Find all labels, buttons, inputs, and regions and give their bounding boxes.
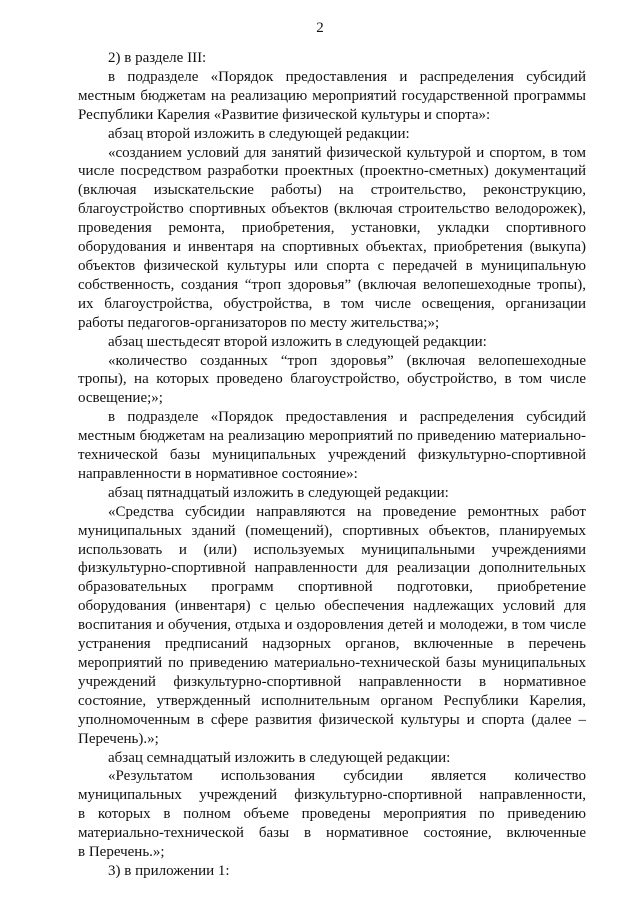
text-line: объектов физической культуры или спорта с передачей в муниципальную	[78, 257, 586, 274]
text-line: «количество созданных “троп здоровья” (включая велопешеходные	[108, 352, 586, 369]
document-body	[78, 49, 586, 881]
text-line: Перечень).»;	[78, 730, 159, 747]
text-line: использовать и (или) используемых муниципальными учреждениями	[78, 541, 586, 558]
text-line: абзац семнадцатый изложить в следующей редакции:	[108, 749, 451, 766]
text-line: проведения ремонта, приобретения, установки, укладки спортивного	[78, 220, 586, 237]
text-line: «Результатом использования субсидии является количество	[108, 768, 586, 785]
text-line: местным бюджетам на реализацию мероприятий по приведению материально-	[78, 428, 586, 445]
text-line: физкультурно-спортивной направленности для реализации дополнительных	[78, 560, 586, 577]
text-line: собственность, создания “троп здоровья” (включая велопешеходные тропы),	[78, 276, 586, 293]
text-line: оборудования (инвентаря) с целью обеспечения надлежащих условий для	[78, 598, 586, 615]
text-line: Республики Карелия «Развитие физической культуры и спорта»:	[78, 106, 491, 123]
text-line: воспитания и обучения, отдыха и оздоровления детей и молодежи, в том числе	[78, 617, 586, 634]
text-line: абзац шестьдесят второй изложить в следующей редакции:	[108, 333, 487, 350]
text-line: освещение;»;	[78, 390, 163, 407]
page-number: 2	[316, 20, 324, 36]
text-line: материально-технической базы в нормативное состояние, включенные	[78, 825, 586, 842]
text-line: числе посредством разработки проектных (проектно-сметных) документаций	[78, 163, 586, 180]
text-line: технической базы муниципальных учреждений физкультурно-спортивной	[78, 447, 586, 464]
text-line: в которых в полном объеме проведены мероприятия по приведению	[78, 806, 586, 823]
text-line: благоустройство спортивных объектов (включая строительство велодорожек),	[78, 201, 586, 218]
text-line: мероприятий по приведению материально-технической базы муниципальных	[78, 655, 586, 671]
text-line: местным бюджетам на реализацию мероприятий государственной программы	[78, 87, 586, 104]
text-line: в подразделе «Порядок предоставления и распределения субсидий	[108, 409, 586, 426]
text-line: учреждений физкультурно-спортивной направленности в нормативное	[78, 673, 586, 690]
text-line: муниципальных зданий (помещений), спортивных объектов, планируемых	[78, 522, 586, 539]
text-line: состояние, утвержденный исполнительным органом Республики Карелия,	[78, 692, 586, 709]
text-line: абзац второй изложить в следующей редакции:	[108, 125, 410, 142]
text-line: работы педагогов-организаторов по месту жительства;»;	[78, 314, 440, 331]
text-line: направленности в нормативное состояние»:	[78, 465, 358, 482]
text-line: их благоустройства, обустройства, в том числе освещения, организации	[78, 295, 586, 312]
text-line: в подразделе «Порядок предоставления и распределения субсидий	[108, 68, 586, 85]
text-line: оборудования и инвентаря на спортивных объектах, приобретения (выкупа)	[78, 239, 586, 256]
text-line: «созданием условий для занятий физической культурой и спортом, в том	[108, 144, 586, 161]
text-line: 2) в разделе III:	[108, 50, 207, 66]
text-line: 3) в приложении 1:	[108, 862, 230, 879]
text-line: тропы), на которых проведено благоустройство, обустройство, в том числе	[78, 371, 586, 388]
text-line: муниципальных учреждений физкультурно-спортивной направленности,	[78, 787, 586, 804]
text-line: уполномоченным в сфере развития физической культуры и спорта (далее –	[78, 711, 586, 728]
text-line: устранения предписаний надзорных органов, включенные в перечень	[78, 636, 586, 653]
text-line: образовательных программ спортивной подготовки, приобретение	[78, 579, 586, 596]
text-line: абзац пятнадцатый изложить в следующей редакции:	[108, 484, 449, 501]
text-line: в Перечень.»;	[78, 844, 165, 861]
text-line: (включая изыскательские работы) на строительство, реконструкцию,	[78, 182, 586, 199]
text-line: «Средства субсидии направляются на проведение ремонтных работ	[108, 503, 586, 520]
